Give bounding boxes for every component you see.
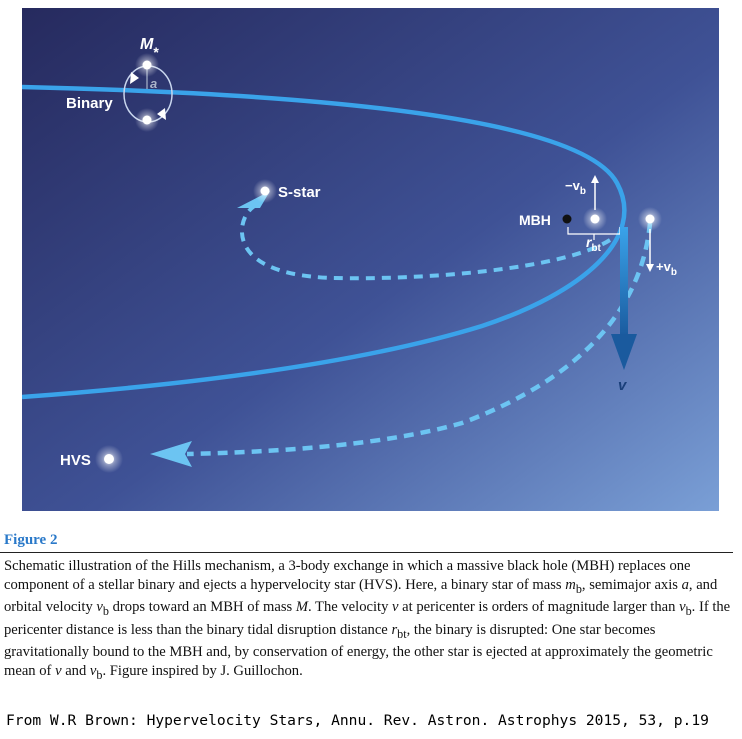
sstar — [261, 187, 270, 196]
sstar-label: S-star — [278, 184, 321, 201]
v-label: v — [618, 377, 627, 394]
ejected-star — [646, 215, 655, 224]
hvs-star — [104, 454, 114, 464]
binary-star-top — [143, 61, 152, 70]
background — [22, 8, 719, 511]
mbh-label: MBH — [519, 212, 551, 228]
binary-label: Binary — [66, 95, 113, 112]
hills-mechanism-diagram — [22, 8, 719, 511]
hvs-label: HVS — [60, 452, 91, 469]
plus-vb-label: $+v_b$ — [656, 259, 677, 278]
source-citation: From W.R Brown: Hypervelocity Stars, Annu. Rev. Astron. Astrophys 2015, 53, p.19 — [6, 712, 709, 729]
figure-caption: Schematic illustration of the Hills mechanism, a 3-body exchange in which a massive black hole (MBH) replaces one component of a stellar binary and ejects a hypervelocity star (HVS). Here, a binary star of mass $m_b$, semimajor axis a, and orbital velocity $v_b$ drops toward an MBH of mass M. The velocity v at pericenter is orders of magnitude larger than $v_b$. If the pericenter distance is less than the binary tidal disruption distance $r_{bt}$, the binary is disrupted: One star becomes gravitationally bound to the MBH and, by conservation of energy, the other star is ejected at approximately the geometric mean of v and $v_b$. Figure inspired by J. Guillochon. — [4, 558, 731, 682]
v-arrow-shaft — [620, 227, 628, 337]
rbt-label: $r_{bt}$ — [586, 234, 601, 254]
figure-heading: Figure 2 — [4, 532, 58, 548]
bound-star — [591, 215, 600, 224]
mbh — [563, 215, 572, 224]
semimajor-axis-label: a — [150, 76, 158, 91]
mstar-label: M* — [140, 36, 159, 60]
binary-star-bottom — [143, 116, 152, 125]
minus-vb-label: $-v_b$ — [565, 178, 586, 197]
caption-divider — [0, 552, 733, 553]
